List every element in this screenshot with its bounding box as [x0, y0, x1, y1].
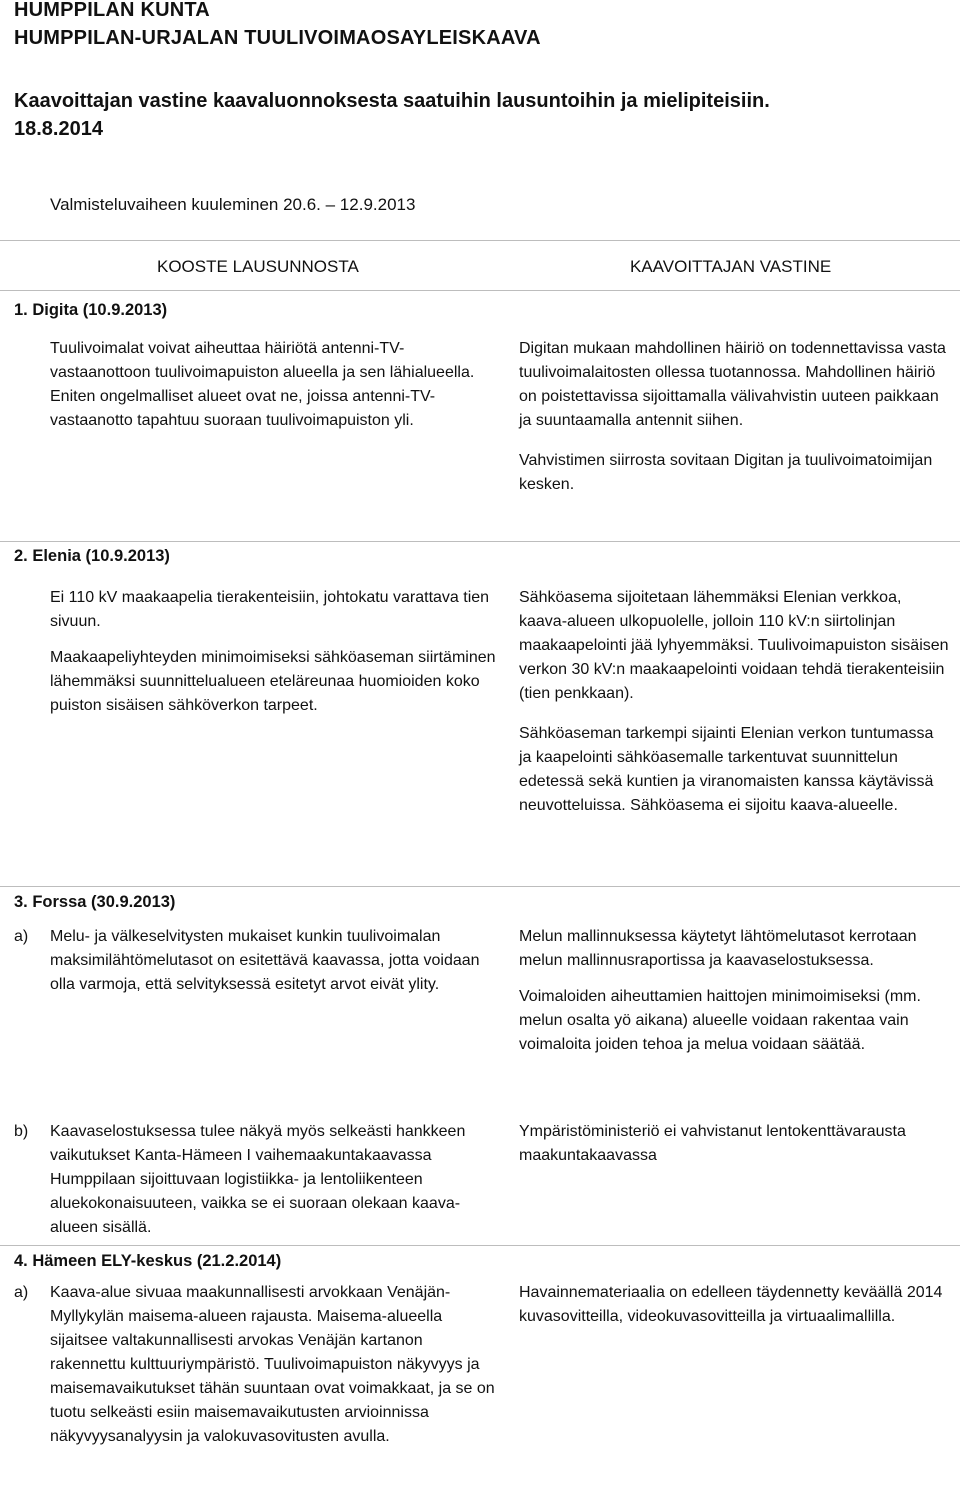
divider [0, 1245, 960, 1246]
summary-paragraph: Ei 110 kV maakaapelia tierakenteisiin, johtokatu varattava tien sivuun. [50, 589, 490, 630]
plan-name: HUMPPILAN-URJALAN TUULIVOIMAOSAYLEISKAAVA [14, 27, 541, 49]
response-paragraph: Voimaloiden aiheuttamien haittojen minimoimiseksi (mm. melun osalta yö aikana) alueelle voidaan rakentaa vain voimaloita joiden tehoa ja melua voidaan säätää. [519, 988, 921, 1053]
section-title-forssa: 3. Forssa (30.9.2013) [14, 893, 176, 911]
document-title: Kaavoittajan vastine kaavaluonnoksesta saatuihin lausuntoihin ja mielipiteisiin. [14, 90, 770, 112]
summary-paragraph: Tuulivoimalat voivat aiheuttaa häiriötä antenni-TV-vastaanottoon tuulivoimapuiston alueella ja sen lähialueella. Eniten ongelmalliset alueet ovat ne, joissa antenni-TV-vastaanotto tapahtuu suoraan tuulivoimapuiston yli. [50, 340, 475, 429]
column-header-response: KAAVOITTAJAN VASTINE [630, 257, 832, 276]
summary-digita [50, 337, 496, 433]
response-forssa-a [519, 925, 949, 1057]
summary-elenia [50, 586, 496, 718]
section-title-elenia: 2. Elenia (10.9.2013) [14, 547, 170, 565]
summary-paragraph: Kaavaselostuksessa tulee näkyä myös selkeästi hankkeen vaikutukset Kanta-Hämeen I vaihemaakuntakaavassa Humppilaan sijoittuvaan logistiikka- ja lentoliikenteen aluekokonaisuuteen, vaikka se ei suoraan olekaan kaava-alueen sisällä. [50, 1123, 466, 1236]
response-hameen-ely-a [519, 1281, 949, 1329]
response-paragraph: Melun mallinnuksessa käytetyt lähtömelutasot kerrotaan melun mallinnusraportissa ja kaavaselostuksessa. [519, 928, 917, 969]
item-marker: a) [14, 1284, 29, 1301]
response-digita [519, 337, 949, 497]
response-paragraph: Ympäristöministeriö ei vahvistanut lentokenttävarausta maakuntakaavassa [519, 1123, 906, 1164]
document-date: 18.8.2014 [14, 118, 103, 140]
divider [0, 886, 960, 887]
response-paragraph: Digitan mukaan mahdollinen häiriö on todennettavissa vasta tuulivoimalaitosten ollessa tuotannossa. Mahdollinen häiriö on poistettavissa sijoittamalla välivahvistin uuteen paikkaan ja suuntaamalla antennit siihen. [519, 340, 946, 429]
section-title-hameen-ely: 4. Hämeen ELY-keskus (21.2.2014) [14, 1252, 282, 1270]
municipality-name: HUMPPILAN KUNTA [14, 0, 210, 21]
summary-forssa-a [50, 925, 496, 997]
item-marker: a) [14, 928, 29, 945]
summary-paragraph: Kaava-alue sivuaa maakunnallisesti arvokkaan Venäjän-Myllykylän maisema-alueen rajausta. Maisema-alueella sijaitsee valtakunnallisesti arvokas Venäjän kartanon rakennettu kulttuuriympäristö. Tuulivoimapuiston näkyvyys ja maisemavaikutukset tähän suuntaan ovat voimakkaat, ja se on tuotu selkeästi esiin maisemavaikutusten arvioinnissa näkyvyysanalyysin ja valokuvasovitusten avulla. [50, 1284, 495, 1445]
section-title-digita: 1. Digita (10.9.2013) [14, 301, 168, 319]
summary-paragraph: Maakaapeliyhteyden minimoimiseksi sähköaseman siirtäminen lähemmäksi suunnittelualueen eteläreunaa huomioiden koko puiston sisäisen sähköverkon tarpeet. [50, 649, 496, 714]
response-paragraph: Vahvistimen siirrosta sovitaan Digitan ja tuulivoimatoimijan kesken. [519, 452, 933, 493]
item-marker: b) [14, 1123, 29, 1140]
column-header-summary: KOOSTE LAUSUNNOSTA [157, 257, 359, 276]
response-elenia [519, 586, 949, 818]
response-paragraph: Sähköaseman tarkempi sijainti Elenian verkon tuntumassa ja kaapelointi sähköasemalle tarkentuvat suunnittelun edetessä sekä kuntien ja viranomaisten kanssa käytävissä neuvotteluissa. Sähköasema ei sijoitu kaava-alueelle. [519, 725, 934, 814]
response-paragraph: Sähköasema sijoitetaan lähemmäksi Elenian verkkoa, kaava-alueen ulkopuolelle, jolloin 110 kV:n siirtolinjan maakaapelointi jää lyhyemmäksi. Tuulivoimapuiston sisäisen verkon 30 kV:n maakaapelointi voidaan tehdä tierakenteisiin (tien penkkaan). [519, 589, 949, 702]
summary-hameen-ely-a [50, 1281, 496, 1449]
response-forssa-b [519, 1120, 949, 1168]
response-paragraph: Havainnemateriaalia on edelleen täydennetty keväällä 2014 kuvasovitteilla, videokuvasovitteilla ja virtuaalimallilla. [519, 1284, 943, 1325]
divider [0, 290, 960, 291]
preparation-stage: Valmisteluvaiheen kuuleminen 20.6. – 12.9.2013 [50, 195, 416, 214]
divider [0, 240, 960, 241]
summary-paragraph: Melu- ja välkeselvitysten mukaiset kunkin tuulivoimalan maksimilähtömelutasot on esitettävä kaavassa, jotta voidaan olla varmoja, että selvityksessä esitetyt arvot eivät ylity. [50, 928, 480, 993]
divider [0, 541, 960, 542]
summary-forssa-b [50, 1120, 496, 1240]
